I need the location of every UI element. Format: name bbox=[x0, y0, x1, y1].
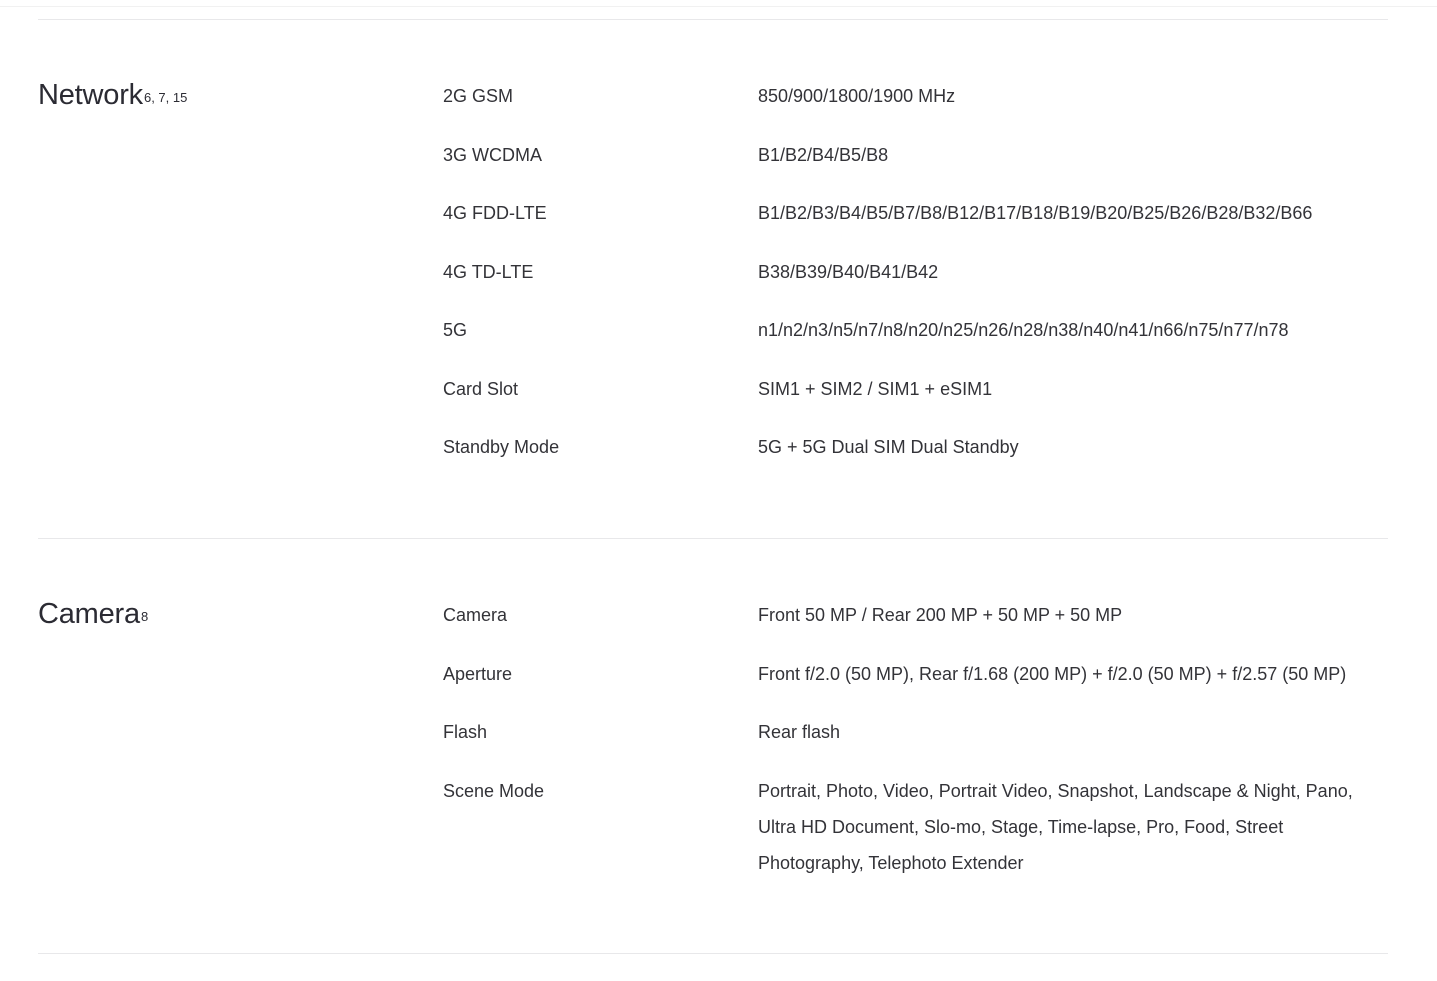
network-footnote-refs[interactable]: 6, 7, 15 bbox=[143, 90, 188, 105]
camera-title bbox=[38, 597, 148, 631]
spec-value: n1/n2/n3/n5/n7/n8/n20/n25/n26/n28/n38/n40/n41/n66/n75/n77/n78 bbox=[758, 320, 1289, 340]
spec-label: 3G WCDMA bbox=[443, 144, 542, 165]
spec-value: Front 50 MP / Rear 200 MP + 50 MP + 50 MP bbox=[758, 605, 1123, 625]
spec-value: Front f/2.0 (50 MP), Rear f/1.68 (200 MP) + f/2.0 (50 MP) + f/2.57 (50 MP) bbox=[758, 663, 1347, 684]
spec-label: Standby Mode bbox=[443, 437, 560, 457]
spec-value: SIM1 + SIM2 / SIM1 + eSIM1 bbox=[758, 378, 993, 399]
network-title bbox=[38, 78, 187, 112]
camera-title-text: Camera bbox=[38, 598, 140, 630]
section-divider-network-camera bbox=[38, 538, 1388, 539]
spec-label: 5G bbox=[443, 320, 468, 340]
spec-label: Flash bbox=[443, 722, 488, 742]
spec-value: Portrait, Photo, Video, Portrait Video, Snapshot, Landscape & Night, Pano, Ultra HD Document, Slo-mo, Stage, Time-lapse, Pro, Food, Street Photography, Telephoto Extender bbox=[758, 780, 1353, 873]
spec-label: Card Slot bbox=[443, 378, 519, 399]
spec-label: 4G TD-LTE bbox=[443, 261, 534, 282]
network-title-text: Network bbox=[38, 79, 143, 111]
spec-value: 850/900/1800/1900 MHz bbox=[758, 86, 956, 106]
spec-label: 2G GSM bbox=[443, 86, 514, 106]
spec-value: B1/B2/B4/B5/B8 bbox=[758, 144, 889, 165]
spec-label: 4G FDD-LTE bbox=[443, 203, 547, 223]
spec-label: Aperture bbox=[443, 663, 513, 684]
top-edge-divider bbox=[0, 0, 1437, 7]
spec-value: 5G + 5G Dual SIM Dual Standby bbox=[758, 437, 1019, 457]
spec-value: Rear flash bbox=[758, 722, 841, 742]
section-divider-top bbox=[38, 19, 1388, 20]
spec-value: B38/B39/B40/B41/B42 bbox=[758, 261, 939, 282]
section-divider-bottom bbox=[38, 953, 1388, 954]
spec-label: Scene Mode bbox=[443, 780, 545, 801]
spec-value: B1/B2/B3/B4/B5/B7/B8/B12/B17/B18/B19/B20/B25/B26/B28/B32/B66 bbox=[758, 203, 1313, 223]
spec-label: Camera bbox=[443, 605, 508, 625]
camera-footnote-refs[interactable]: 8 bbox=[140, 609, 149, 624]
